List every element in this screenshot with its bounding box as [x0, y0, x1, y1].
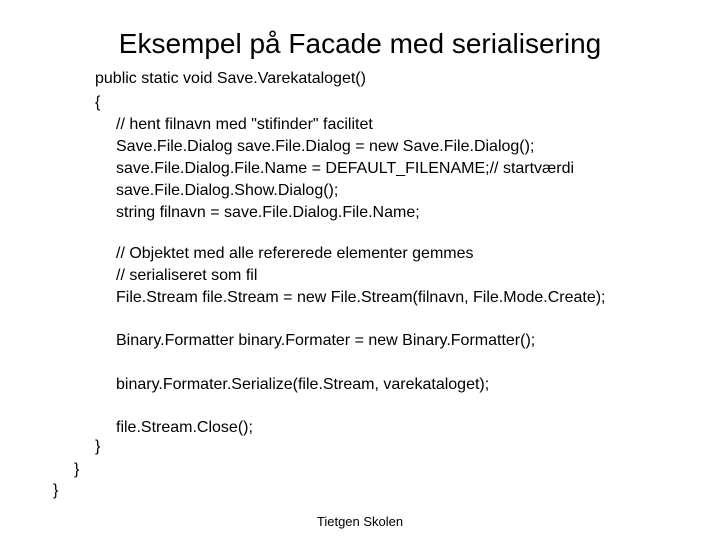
code-line: } — [53, 482, 59, 499]
code-line: // serialiseret som fil — [116, 267, 258, 284]
code-line: public static void Save.Varekataloget() — [95, 70, 366, 87]
code-line: { — [95, 94, 101, 111]
code-line: // hent filnavn med "stifinder" facilitet — [116, 116, 373, 133]
code-line: File.Stream file.Stream = new File.Stream(filnavn, File.Mode.Create); — [116, 289, 606, 306]
code-line: binary.Formater.Serialize(file.Stream, varekataloget); — [116, 376, 490, 393]
slide-title: Eksempel på Facade med serialisering — [118, 28, 602, 59]
code-line: file.Stream.Close(); — [116, 419, 253, 436]
code-line: save.File.Dialog.File.Name = DEFAULT_FILENAME;// startværdi — [116, 160, 575, 177]
code-line: save.File.Dialog.Show.Dialog(); — [116, 182, 339, 199]
code-line: Binary.Formatter binary.Formater = new Binary.Formatter(); — [116, 332, 536, 349]
code-line: } — [95, 438, 101, 455]
code-line: string filnavn = save.File.Dialog.File.Name; — [116, 204, 420, 221]
code-line: } — [74, 461, 80, 478]
slide-footer: Tietgen Skolen — [316, 514, 404, 529]
code-line: // Objektet med alle refererede elementer gemmes — [116, 245, 474, 262]
code-line: Save.File.Dialog save.File.Dialog = new Save.File.Dialog(); — [116, 138, 535, 155]
